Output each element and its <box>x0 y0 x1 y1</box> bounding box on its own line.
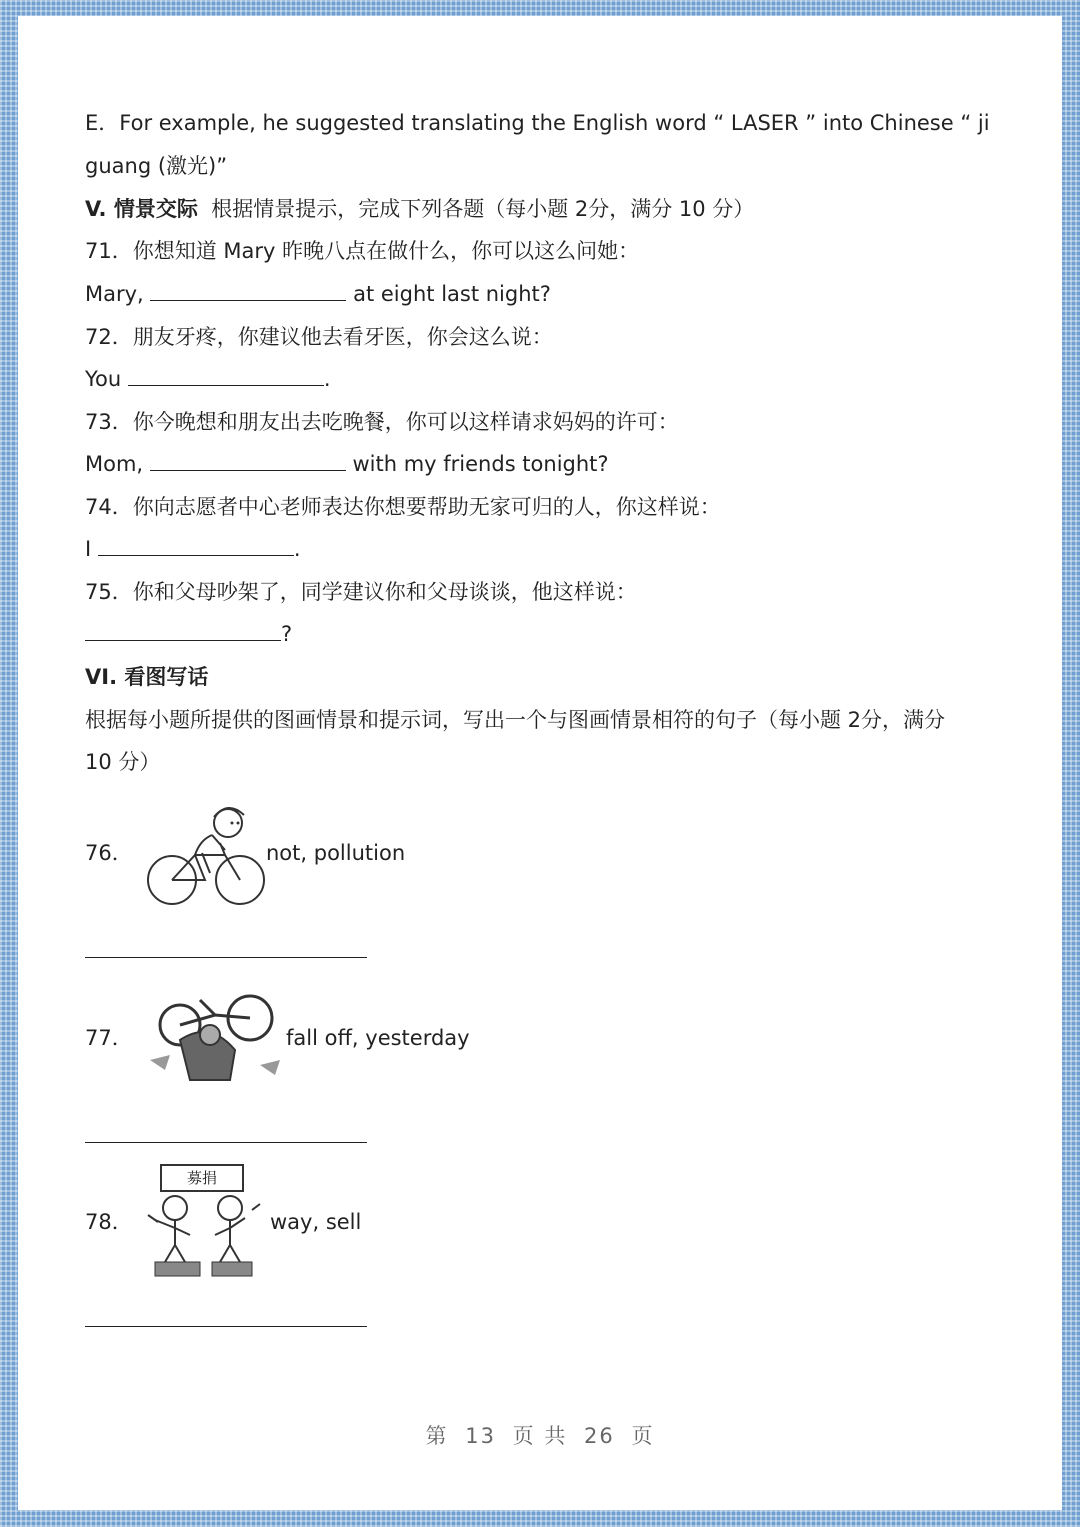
section-5-header <box>85 194 754 224</box>
item-77-number: 77． <box>85 1026 133 1050</box>
question-71-prompt: 71．你想知道 Mary 昨晚八点在做什么，你可以这么问她： <box>85 239 640 263</box>
question-74-suffix: . <box>293 537 301 561</box>
question-74-prefix: I <box>85 537 92 561</box>
section-e-line-2: guang (激光)” <box>85 154 228 178</box>
question-71-suffix: at eight last night? <box>353 282 551 306</box>
total-pages: 26 <box>584 1424 615 1448</box>
question-73-blank[interactable] <box>150 450 346 471</box>
item-76-number: 76． <box>85 841 133 865</box>
question-73-prompt: 73．你今晚想和朋友出去吃晚餐，你可以这样请求妈妈的许可： <box>85 410 679 434</box>
section-5-instruction: 根据情景提示，完成下列各题（每小题 2分，满分 10 分） <box>211 197 755 221</box>
question-72-suffix: . <box>323 367 331 391</box>
section-6-instruction-line-1: 根据每小题所提供的图画情景和提示词，写出一个与图画情景相符的句子（每小题 2分，满分 <box>85 708 946 732</box>
question-72-blank[interactable] <box>128 365 324 386</box>
fundraising-sign: 募捐 <box>160 1164 244 1192</box>
current-page-number: 13 <box>465 1424 496 1448</box>
section-5-heading: V. 情景交际 <box>85 197 198 221</box>
section-6-heading: VI. 看图写话 <box>85 665 209 689</box>
question-71-answer <box>85 279 551 309</box>
question-73-prefix: Mom, <box>85 452 144 476</box>
question-74-blank[interactable] <box>98 535 294 556</box>
question-72-prompt: 72．朋友牙疼，你建议他去看牙医，你会这么说： <box>85 325 553 349</box>
question-75-prompt: 75．你和父母吵架了，同学建议你和父母谈谈，他这样说： <box>85 580 637 604</box>
children-fundraising-illustration <box>140 1162 270 1280</box>
children-figures-icon <box>140 1190 270 1280</box>
page-label-mid: 页 共 <box>512 1424 568 1448</box>
page-label-prefix: 第 <box>425 1424 449 1448</box>
item-77-hint: fall off, yesterday <box>286 1026 470 1050</box>
section-e-line-1: E．For example, he suggested translating the English word “ LASER ” into Chinese “ ji <box>85 111 990 135</box>
question-71-prefix: Mary, <box>85 282 144 306</box>
page-footer <box>0 1420 1080 1450</box>
question-73-answer <box>85 449 609 479</box>
item-76-answer-line[interactable] <box>85 957 367 958</box>
page-label-suffix: 页 <box>631 1424 655 1448</box>
item-78-answer-line[interactable] <box>85 1326 367 1327</box>
question-71-blank[interactable] <box>150 280 346 301</box>
question-74-answer <box>85 534 301 564</box>
question-75-blank[interactable] <box>85 620 281 641</box>
question-72-answer <box>85 364 331 394</box>
boy-riding-bike-illustration <box>140 795 270 910</box>
item-78-hint: way, sell <box>270 1210 362 1234</box>
question-75-answer <box>85 619 292 649</box>
question-73-suffix: with my friends tonight? <box>352 452 609 476</box>
girl-fallen-off-bike-illustration <box>140 980 290 1095</box>
question-75-suffix: ? <box>281 622 293 646</box>
item-78-number: 78． <box>85 1210 133 1234</box>
question-72-prefix: You <box>85 367 122 391</box>
item-76-hint: not, pollution <box>266 841 406 865</box>
question-74-prompt: 74．你向志愿者中心老师表达你想要帮助无家可归的人，你这样说： <box>85 495 721 519</box>
item-77-answer-line[interactable] <box>85 1142 367 1143</box>
section-6-instruction-line-2: 10 分） <box>85 750 161 774</box>
